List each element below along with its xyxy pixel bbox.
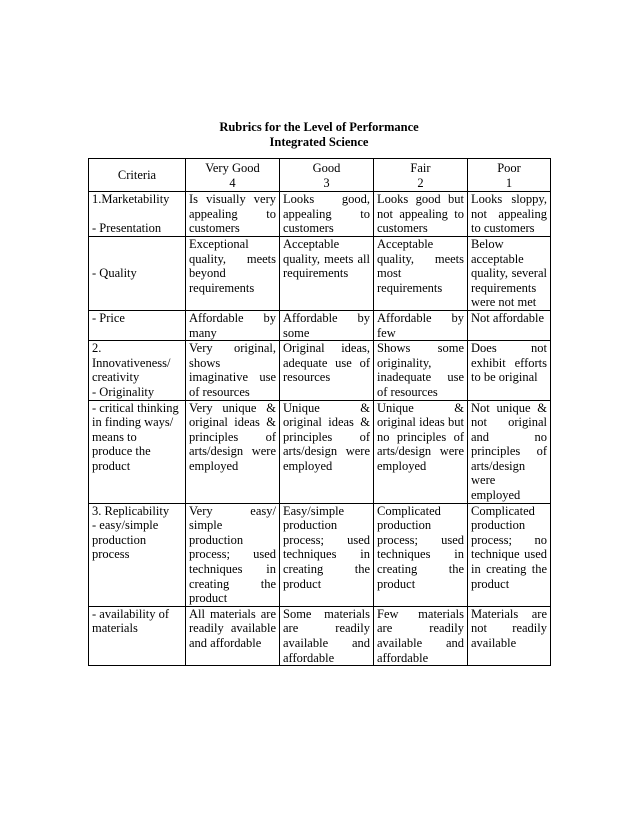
header-label: Criteria — [117, 168, 157, 183]
criteria-line: 3. Replicability — [92, 503, 170, 518]
criteria-line: - easy/simple — [92, 518, 159, 533]
very-good-cell: Affordable by many — [186, 310, 280, 340]
header-score: 1 — [505, 175, 513, 190]
criteria-cell — [89, 606, 186, 665]
fair-cell: Few materials are readily available and affordable — [374, 606, 468, 665]
header-score: 2 — [417, 175, 424, 190]
poor-cell: Materials are not readily available — [468, 606, 551, 665]
header-label: Very Good — [205, 161, 260, 175]
criteria-line: creativity — [92, 370, 140, 385]
header-row — [89, 159, 551, 192]
table-row — [89, 606, 551, 665]
criteria-line: means to — [92, 429, 137, 444]
header-criteria — [89, 159, 186, 192]
document-title: Rubrics for the Level of Performance — [219, 120, 419, 134]
header-label: Good — [312, 161, 341, 175]
very-good-cell: Very unique & original ideas & principles of arts/design were employed — [186, 400, 280, 503]
header-very-good — [186, 159, 280, 192]
header-poor — [468, 159, 551, 192]
poor-cell: Not affordable — [468, 310, 551, 340]
header-good — [280, 159, 374, 192]
table-row — [89, 341, 551, 400]
criteria-line: - availability of — [92, 606, 170, 621]
fair-cell: Looks good but not appealing to customers — [374, 192, 468, 237]
good-cell: Original ideas, adequate use of resources — [280, 341, 374, 400]
poor-cell: Complicated production process; no technique used in creating the product — [468, 503, 551, 606]
document-subtitle: Integrated Science — [269, 135, 369, 149]
poor-cell: Looks sloppy, not appealing to customers — [468, 192, 551, 237]
criteria-cell — [89, 341, 186, 400]
criteria-line: in finding ways/ — [92, 415, 174, 430]
criteria-line: - critical thinking — [92, 400, 179, 415]
header-score: 3 — [323, 175, 330, 190]
header-label: Poor — [497, 161, 521, 175]
very-good-cell: Exceptional quality, meets beyond requirements — [186, 236, 280, 310]
good-cell: Some materials are readily available and affordable — [280, 606, 374, 665]
table-row — [89, 236, 551, 310]
criteria-line: 2. — [92, 341, 102, 356]
fair-cell: Affordable by few — [374, 310, 468, 340]
poor-cell: Not unique & not original and no principles of arts/design were employed — [468, 400, 551, 503]
criteria-cell — [89, 503, 186, 606]
criteria-line: - Price — [92, 310, 125, 325]
criteria-line: Innovativeness/ — [92, 355, 171, 370]
table-row — [89, 192, 551, 237]
criteria-line: materials — [92, 621, 138, 636]
table-row — [89, 400, 551, 503]
criteria-cell — [89, 310, 186, 340]
table-row — [89, 310, 551, 340]
fair-cell: Unique & original ideas but no principles of arts/design were employed — [374, 400, 468, 503]
very-good-cell: Very easy/ simple production process; used techniques in creating the product — [186, 503, 280, 606]
criteria-cell — [89, 400, 186, 503]
criteria-line: - Quality — [92, 266, 137, 281]
criteria-line: produce the — [92, 444, 151, 459]
criteria-line: product — [92, 458, 131, 473]
criteria-line: - Originality — [92, 384, 155, 399]
good-cell: Easy/simple production process; used techniques in creating the product — [280, 503, 374, 606]
criteria-line: production — [92, 532, 147, 547]
table-row — [89, 503, 551, 606]
rubric-table — [88, 158, 551, 666]
good-cell: Unique & original ideas & principles of arts/design were employed — [280, 400, 374, 503]
criteria-cell — [89, 236, 186, 310]
very-good-cell: Very original, shows imaginative use of resources — [186, 341, 280, 400]
header-score: 4 — [229, 175, 236, 190]
criteria-line: 1.Marketability — [92, 192, 170, 207]
poor-cell: Below acceptable quality, several requirements were not met — [468, 236, 551, 310]
very-good-cell: All materials are readily available and affordable — [186, 606, 280, 665]
header-label: Fair — [410, 161, 431, 175]
good-cell: Affordable by some — [280, 310, 374, 340]
criteria-line: process — [92, 547, 130, 562]
good-cell: Looks good, appealing to customers — [280, 192, 374, 237]
good-cell: Acceptable quality, meets all requirements — [280, 236, 374, 310]
criteria-line: - Presentation — [92, 221, 162, 236]
fair-cell: Shows some originality, inadequate use of resources — [374, 341, 468, 400]
poor-cell: Does not exhibit efforts to be original — [468, 341, 551, 400]
fair-cell: Complicated production process; used techniques in creating the product — [374, 503, 468, 606]
criteria-cell — [89, 192, 186, 237]
header-fair — [374, 159, 468, 192]
very-good-cell: Is visually very appealing to customers — [186, 192, 280, 237]
fair-cell: Acceptable quality, meets most requirements — [374, 236, 468, 310]
